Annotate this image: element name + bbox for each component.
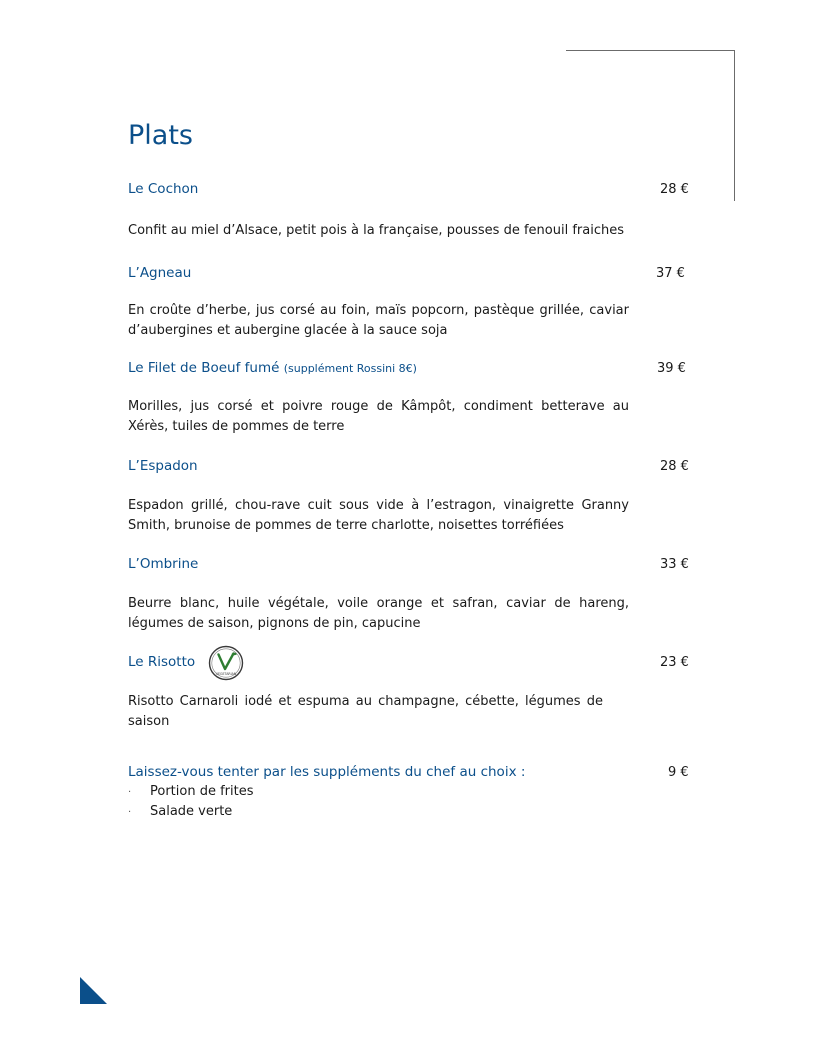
dish-description-filet-de-boeuf: Morilles, jus corsé et poivre rouge de Kâmpôt, condiment betterave au Xérès, tuiles de pommes de terre [128, 399, 629, 434]
page-title: Plats [128, 120, 193, 151]
dish-name-filet-de-boeuf: Le Filet de Boeuf fumé (supplément Rossini 8€) [128, 360, 417, 376]
corner-frame-top-line [566, 50, 735, 51]
dish-price-filet-de-boeuf: 39 € [657, 361, 686, 376]
dish-price-risotto: 23 € [660, 655, 689, 670]
dish-name-agneau: L’Agneau [128, 265, 192, 281]
supplement-item: · Portion de frites [128, 784, 254, 799]
dish-description-agneau: En croûte d’herbe, jus corsé au foin, maïs popcorn, pastèque grillée, caviar d’aubergines et aubergine glacée à la sauce soja [128, 303, 629, 338]
dish-price-ombrine: 33 € [660, 557, 689, 572]
dish-description-espadon: Espadon grillé, chou-rave cuit sous vide à l’estragon, vinaigrette Granny Smith, brunoise de pommes de terre charlotte, noisettes torréfiées [128, 498, 629, 533]
supplements-title: Laissez-vous tenter par les suppléments du chef au choix : [128, 764, 526, 780]
bullet-dot: · [128, 787, 132, 798]
dish-price-agneau: 37 € [656, 266, 685, 281]
vegetarian-v-icon [208, 645, 244, 681]
dish-description-ombrine: Beurre blanc, huile végétale, voile orange et safran, caviar de hareng, légumes de saison, pignons de pin, capucine [128, 596, 629, 631]
dish-price-espadon: 28 € [660, 459, 689, 474]
dish-description-risotto: Risotto Carnaroli iodé et espuma au champagne, cébette, légumes de saison [128, 694, 603, 729]
supplement-item: · Salade verte [128, 804, 233, 819]
dish-description-cochon: Confit au miel d’Alsace, petit pois à la française, pousses de fenouil fraiches [128, 223, 624, 238]
svg-text:VEGETARIAN: VEGETARIAN [215, 672, 237, 676]
dish-note-rossini: (supplément Rossini 8€) [283, 362, 417, 375]
corner-frame-right-line [734, 50, 735, 201]
dish-name-espadon: L’Espadon [128, 458, 198, 474]
bullet-dot: · [128, 807, 132, 818]
supplements-price: 9 € [668, 765, 689, 780]
corner-triangle-icon [80, 977, 107, 1004]
dish-name-ombrine: L’Ombrine [128, 556, 199, 572]
dish-price-cochon: 28 € [660, 182, 689, 197]
dish-name-cochon: Le Cochon [128, 181, 199, 197]
dish-name-risotto: Le Risotto [128, 654, 196, 670]
